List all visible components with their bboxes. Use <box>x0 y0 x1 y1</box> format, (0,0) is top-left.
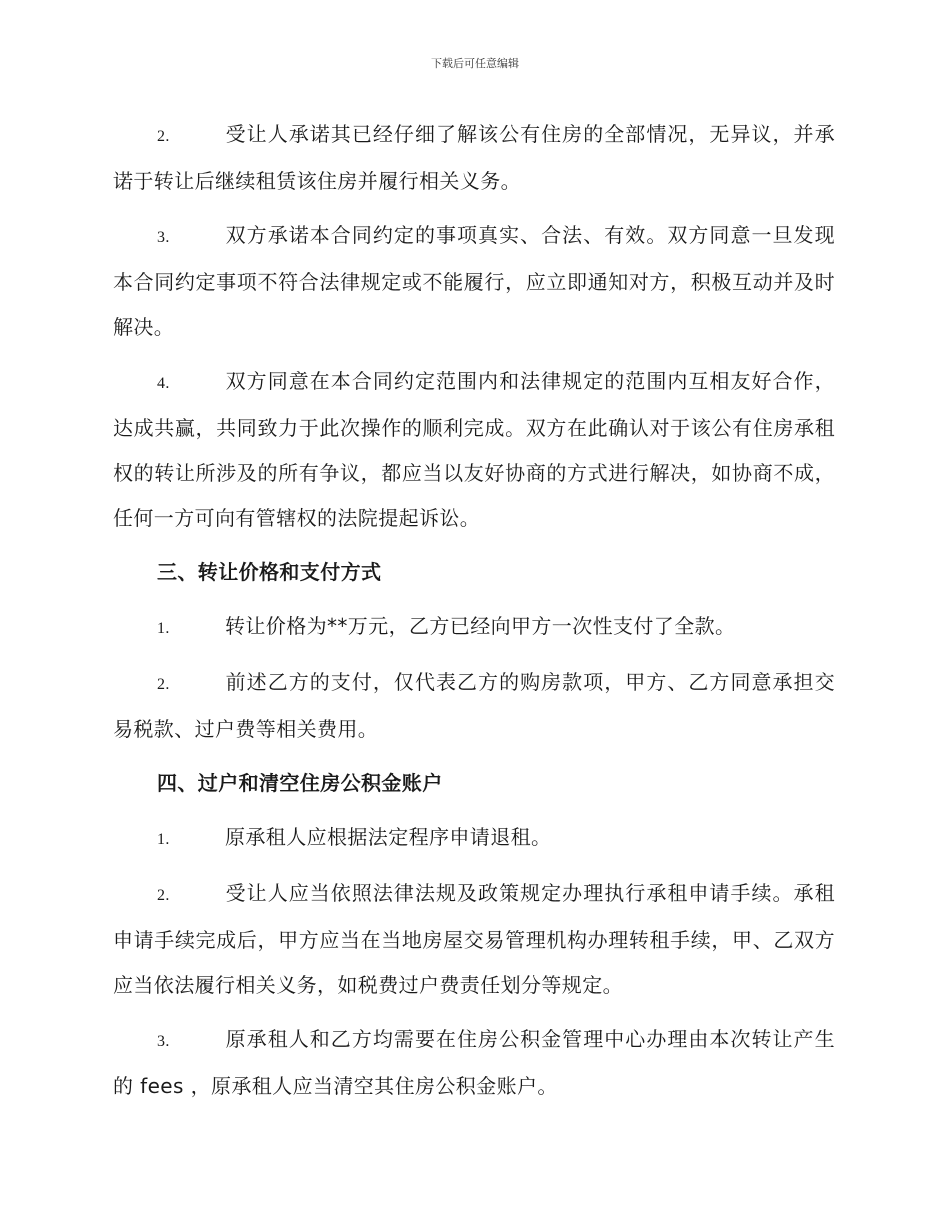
clause-text: 受让人承诺其已经仔细了解该公有住房的全部情况，无异议，并承诺于转让后继续租赁该住房并履行相关义务。 <box>113 122 835 193</box>
clause-number: 2. <box>157 887 170 904</box>
clause-number: 3. <box>157 229 170 246</box>
clause-text: 原承租人和乙方均需要在住房公积金管理中心办理由本次转让产生的 fees ，原承租人应当清空其住房公积金账户。 <box>113 1027 835 1098</box>
clause-paragraph <box>113 871 835 1008</box>
clause-number: 1. <box>157 620 170 637</box>
clause-number: 3. <box>157 1033 170 1050</box>
clause-paragraph <box>113 660 835 752</box>
clause-number: 4. <box>157 375 170 392</box>
clause-number: 2. <box>157 128 170 145</box>
clause-paragraph <box>113 1017 835 1109</box>
clause-text: 转让价格为**万元，乙方已经向甲方一次性支付了全款。 <box>225 614 736 638</box>
section-title-transfer-fund: 四、过户和清空住房公积金账户 <box>157 771 443 795</box>
clause-paragraph <box>113 815 835 862</box>
clause-text: 受让人应当依照法律法规及政策规定办理执行承租申请手续。承租申请手续完成后，甲方应当在当地房屋交易管理机构办理转租手续，甲、乙双方应当依法履行相关义务，如税费过户费责任划分等规定。 <box>113 881 835 997</box>
clause-number: 2. <box>157 676 170 693</box>
clause-text: 前述乙方的支付，仅代表乙方的购房款项，甲方、乙方同意承担交易税款、过户费等相关费用。 <box>113 670 835 741</box>
clause-paragraph <box>113 213 835 350</box>
clause-number: 1. <box>157 831 170 848</box>
clause-text: 双方同意在本合同约定范围内和法律规定的范围内互相友好合作，达成共赢，共同致力于此次操作的顺利完成。双方在此确认对于该公有住房承租权的转让所涉及的所有争议，都应当以友好协商的方式进行解决，如协商不成，任何一方可向有管辖权的法院提起诉讼。 <box>113 369 835 530</box>
clause-text: 原承租人应根据法定程序申请退租。 <box>225 825 552 849</box>
clause-paragraph <box>113 112 835 204</box>
section-title-price-payment: 三、转让价格和支付方式 <box>157 560 382 584</box>
clause-paragraph <box>113 604 835 651</box>
clause-text: 双方承诺本合同约定的事项真实、合法、有效。双方同意一旦发现本合同约定事项不符合法律规定或不能履行，应立即通知对方，积极互动并及时解决。 <box>113 223 835 339</box>
header-note: 下载后可任意编辑 <box>431 57 519 70</box>
clause-paragraph <box>113 359 835 541</box>
document-body <box>113 112 835 1118</box>
